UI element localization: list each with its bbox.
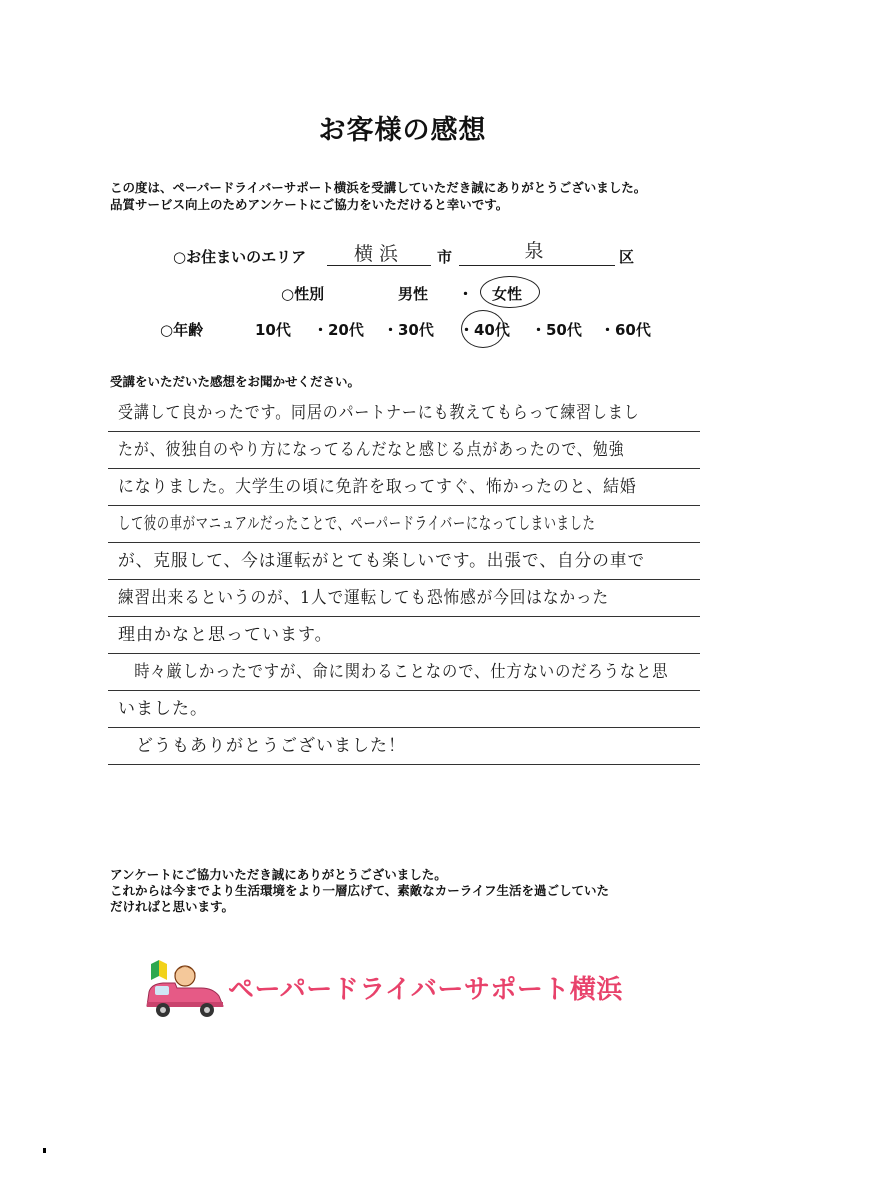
selected-gender-circle xyxy=(480,276,540,308)
page-title: お客様の感想 xyxy=(318,115,487,146)
intro-line: 品質サービス向上のためアンケートにご協力をいただけると幸いです。 xyxy=(110,197,509,212)
response-line xyxy=(108,395,700,432)
age-option-selected: ・40代 xyxy=(459,321,510,339)
response-text: して彼の車がマニュアルだったことで、ペーパードライバーになってしまいました xyxy=(118,514,596,534)
ward-underline xyxy=(459,265,615,266)
age-label: ○年齢 xyxy=(160,321,204,339)
selected-age-circle xyxy=(461,310,505,348)
response-text: どうもありがとうございました！ xyxy=(118,736,406,756)
gender-male: 男性 xyxy=(398,285,429,303)
intro-line: この度は、ペーパードライバーサポート横浜を受講していただき誠にありがとうございました。 xyxy=(110,180,647,195)
response-line xyxy=(108,506,700,543)
response-line xyxy=(108,469,700,506)
age-option: ・30代 xyxy=(383,321,434,339)
area-label: ○お住まいのエリア xyxy=(173,248,307,266)
age-option: ・20代 xyxy=(313,321,364,339)
response-text: 練習出来るというのが、1人で運転しても恐怖感が今回はなかった xyxy=(118,588,610,608)
area-row xyxy=(173,246,306,267)
gender-separator: ・ xyxy=(458,285,474,303)
scan-mark xyxy=(43,1148,46,1153)
response-line xyxy=(108,617,700,654)
response-text: 時々厳しかったですが、命に関わることなので、仕方ないのだろうなと思 xyxy=(118,662,669,682)
city-value: 横浜 xyxy=(353,243,404,265)
response-line xyxy=(108,691,700,728)
outro-line: これからは今までより生活環境をより一層広げて、素敵なカーライフ生活を過ごしていた xyxy=(110,883,610,898)
age-option: ・50代 xyxy=(531,321,582,339)
age-option: 10代 xyxy=(255,321,291,339)
outro-text xyxy=(110,867,609,915)
response-area xyxy=(108,395,700,765)
response-line xyxy=(108,654,700,691)
response-line xyxy=(108,580,700,617)
response-text: が、克服して、今は運転がとても楽しいです。出張で、自分の車で xyxy=(118,551,646,571)
response-line xyxy=(108,432,700,469)
logo-text: ペーパードライバーサポート横浜 xyxy=(228,975,623,1005)
response-text: になりました。大学生の頃に免許を取ってすぐ、怖かったのと、結婚 xyxy=(118,477,637,497)
car-logo-icon xyxy=(143,958,229,1022)
city-suffix: 市 xyxy=(437,248,453,266)
gender-female: 女性 xyxy=(492,285,523,303)
age-option: ・60代 xyxy=(600,321,651,339)
gender-label: ○性別 xyxy=(281,285,325,303)
ward-value: 泉 xyxy=(524,240,550,262)
response-line xyxy=(108,543,700,580)
response-text: いました。 xyxy=(118,699,208,719)
response-text: 理由かなと思っています。 xyxy=(118,625,333,645)
company-logo xyxy=(143,958,663,1022)
response-text: たが、彼独自のやり方になってるんだなと感じる点があったので、勉強 xyxy=(118,440,625,460)
ward-suffix: 区 xyxy=(619,248,635,266)
intro-text xyxy=(110,179,646,213)
question-label: 受講をいただいた感想をお聞かせください。 xyxy=(110,374,361,389)
response-line xyxy=(108,728,700,765)
outro-line: だければと思います。 xyxy=(110,899,235,914)
outro-line: アンケートにご協力いただき誠にありがとうございました。 xyxy=(110,867,447,882)
response-text: 受講して良かったです。同居のパートナーにも教えてもらって練習しまし xyxy=(118,403,640,423)
